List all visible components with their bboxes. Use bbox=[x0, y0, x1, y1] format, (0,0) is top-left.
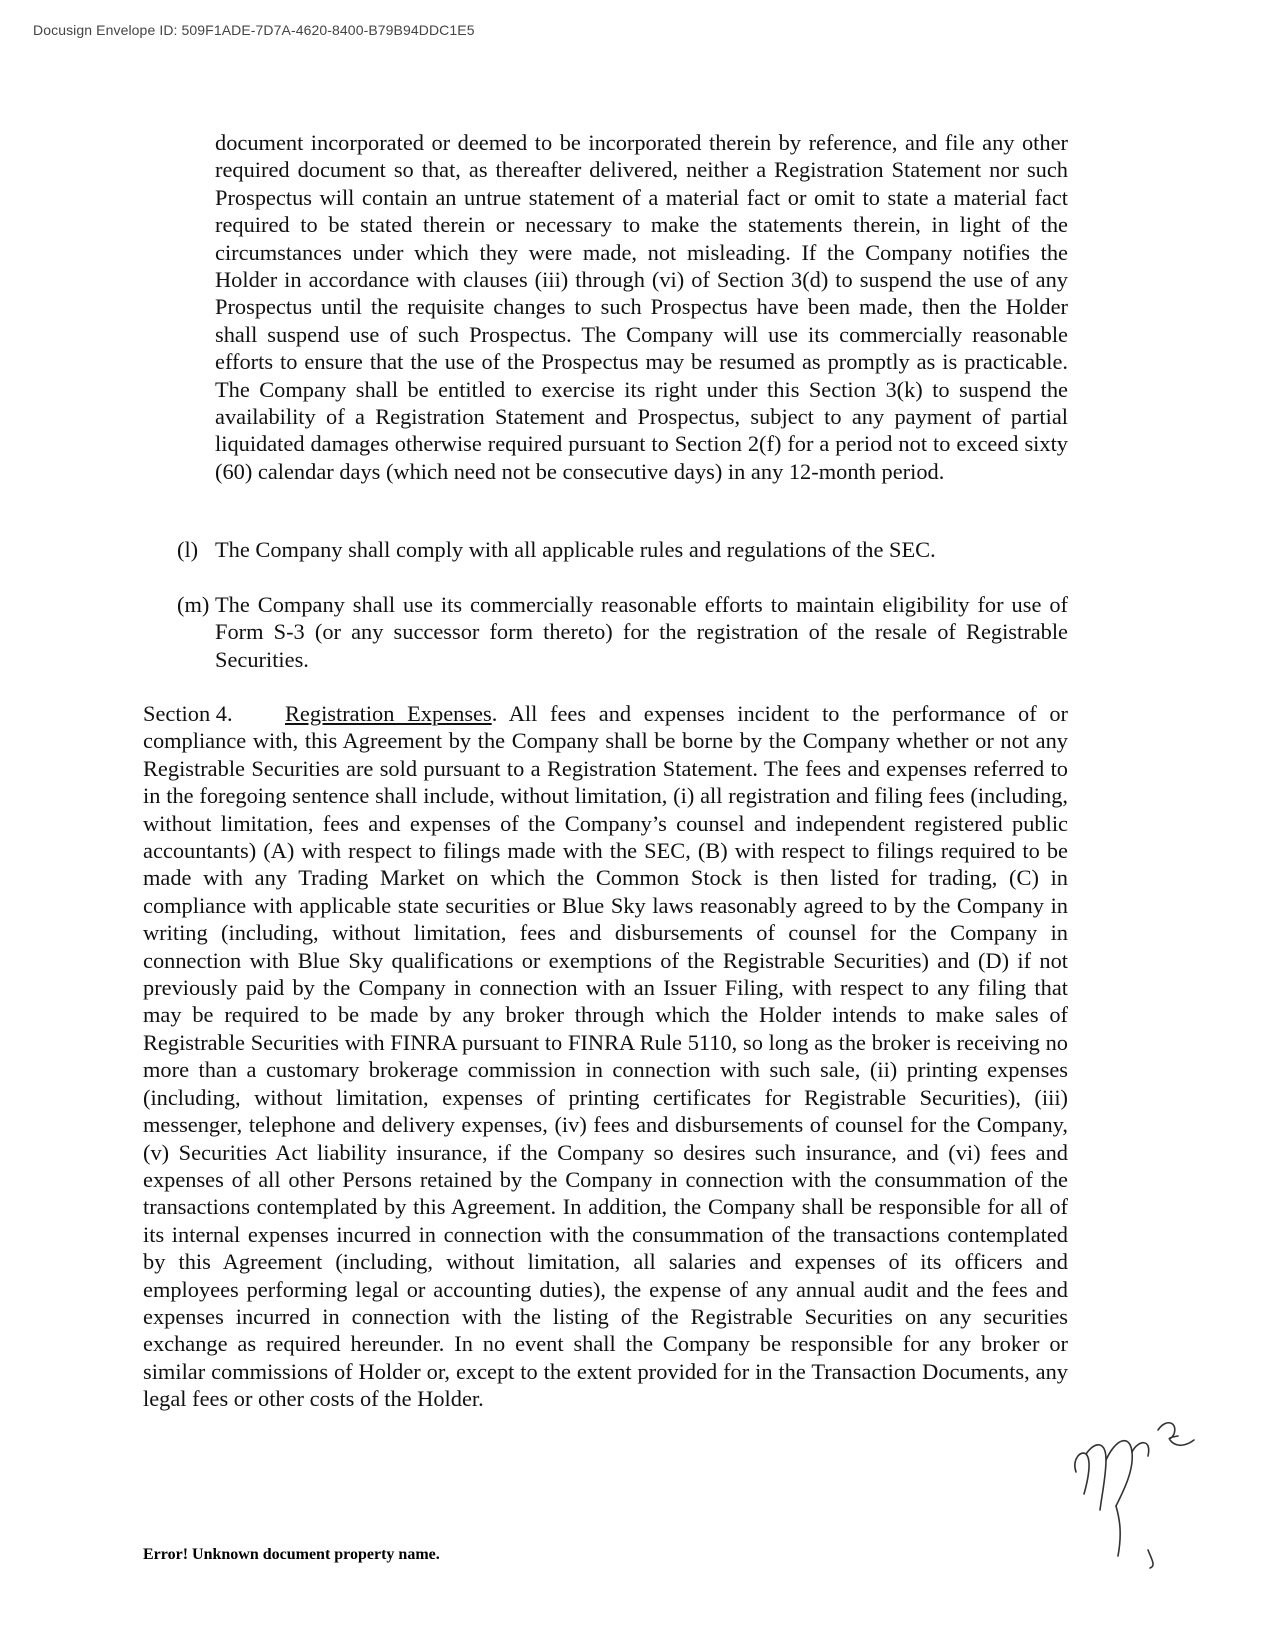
section-4-paragraph bbox=[143, 700, 1068, 1413]
clause-m-text: The Company shall use its commercially reasonable efforts to maintain eligibility for use of Form S-3 (or any successor form thereto) for the registration of the resale of Registrable Securities. bbox=[215, 592, 1068, 672]
clause-l bbox=[177, 536, 1068, 563]
clause-m bbox=[177, 591, 1068, 673]
continuation-paragraph: document incorporated or deemed to be incorporated therein by reference, and file any other required document so that, as thereafter delivered, neither a Registration Statement nor such Prospectus will contain an untrue statement of a material fact or omit to state a material fact required to be stated therein or necessary to make the statements therein, in light of the circumstances under which they were made, not misleading. If the Company notifies the Holder in accordance with clauses (iii) through (vi) of Section 3(d) to suspend the use of any Prospectus until the requisite changes to such Prospectus have been made, then the Holder shall suspend use of such Prospectus. The Company will use its commercially reasonable efforts to ensure that the use of the Prospectus may be resumed as promptly as is practicable. The Company shall be entitled to exercise its right under this Section 3(k) to suspend the availability of a Registration Statement and Prospectus, subject to any payment of partial liquidated damages otherwise required pursuant to Section 2(f) for a period not to exceed sixty (60) calendar days (which need not be consecutive days) in any 12-month period. bbox=[215, 130, 1068, 484]
handwritten-initials-signature bbox=[1062, 1410, 1212, 1570]
clause-l-marker: (l) bbox=[177, 537, 199, 562]
clause-m-marker: (m) bbox=[177, 592, 210, 617]
section-4-number: Section 4. bbox=[143, 701, 233, 726]
clause-l-text: The Company shall comply with all applicable rules and regulations of the SEC. bbox=[215, 537, 936, 562]
footer-error-text: Error! Unknown document property name. bbox=[143, 1546, 440, 1563]
section-4-text: . All fees and expenses incident to the performance of or compliance with, this Agreement by the Company shall be borne by the Company whether or not any Registrable Securities are sold pursuant to a Registration Statement. The fees and expenses referred to in the foregoing sentence shall include, without limitation, (i) all registration and filing fees (including, without limitation, fees and expenses of the Company’s counsel and independent registered public accountants) (A) with respect to filings made with the SEC, (B) with respect to filings required to be made with any Trading Market on which the Common Stock is then listed for trading, (C) in compliance with applicable state securities or Blue Sky laws reasonably agreed to by the Company in writing (including, without limitation, fees and disbursements of counsel for the Company in connection with Blue Sky qualifications or exemptions of the Registrable Securities) and (D) if not previously paid by the Company in connection with an Issuer Filing, with respect to any filing that may be required to be made by any broker through which the Holder intends to make sales of Registrable Securities with FINRA pursuant to FINRA Rule 5110, so long as the broker is receiving no more than a customary brokerage commission in connection with such sale, (ii) printing expenses (including, without limitation, expenses of printing certificates for Registrable Securities), (iii) messenger, telephone and delivery expenses, (iv) fees and disbursements of counsel for the Company, (v) Securities Act liability insurance, if the Company so desires such insurance, and (vi) fees and expenses of all other Persons retained by the Company in connection with the consummation of the transactions contemplated by this Agreement. In addition, the Company shall be responsible for all of its internal expenses incurred in connection with the consummation of the transactions contemplated by this Agreement (including, without limitation, all salaries and expenses of its officers and employees performing legal or accounting duties), the expense of any annual audit and the fees and expenses incurred in connection with the listing of the Registrable Securities on any securities exchange as required hereunder. In no event shall the Company be responsible for any broker or similar commissions of Holder or, except to the extent provided for in the Transaction Documents, any legal fees or other costs of the Holder. bbox=[143, 701, 1068, 1412]
envelope-id: Docusign Envelope ID: 509F1ADE-7D7A-4620-8400-B79B94DDC1E5 bbox=[33, 22, 475, 38]
section-4-title: Registration Expenses bbox=[285, 701, 492, 726]
